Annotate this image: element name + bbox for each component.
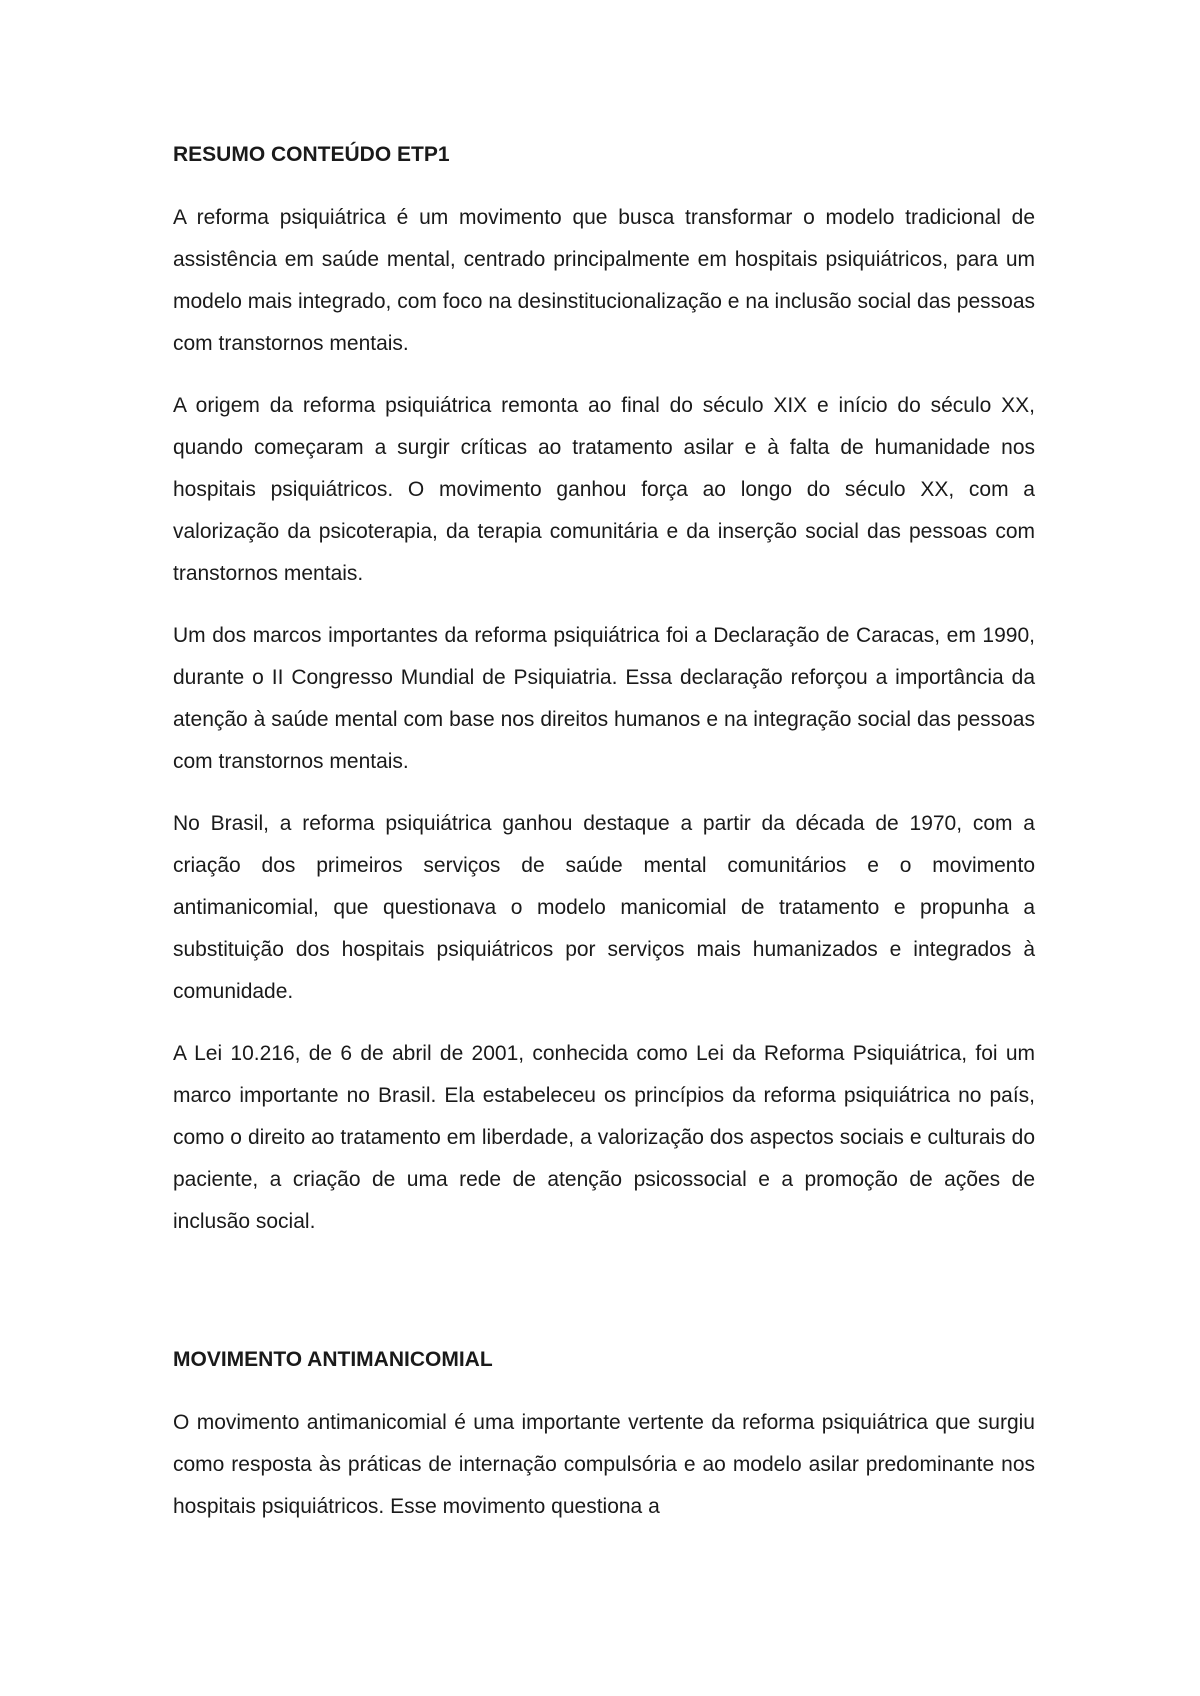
paragraph-brasil: No Brasil, a reforma psiquiátrica ganhou destaque a partir da década de 1970, com a criação dos primeiros serviços de saúde mental comunitários e o movimento antimanicomial, que questionava o modelo manicomial de tratamento e propunha a substituição dos hospitais psiquiátricos por serviços mais humanizados e integrados à comunidade. xyxy=(173,812,1035,1003)
paragraph-movimento-antimanicomial: O movimento antimanicomial é uma importante vertente da reforma psiquiátrica que surgiu como resposta às práticas de internação compulsória e ao modelo asilar predominante nos hospitais psiquiátricos. Esse movimento questiona a xyxy=(173,1411,1035,1518)
section-heading-antimanicomial: MOVIMENTO ANTIMANICOMIAL xyxy=(173,1348,493,1371)
document-page xyxy=(173,140,1035,1528)
paragraph-reforma-definicao: A reforma psiquiátrica é um movimento que busca transformar o modelo tradicional de assistência em saúde mental, centrado principalmente em hospitais psiquiátricos, para um modelo mais integrado, com foco na desinstitucionalização e na inclusão social das pessoas com transtornos mentais. xyxy=(173,206,1035,355)
paragraph-origem: A origem da reforma psiquiátrica remonta ao final do século XIX e início do século XX, quando começaram a surgir críticas ao tratamento asilar e à falta de humanidade nos hospitais psiquiátricos. O movimento ganhou força ao longo do século XX, com a valorização da psicoterapia, da terapia comunitária e da inserção social das pessoas com transtornos mentais. xyxy=(173,394,1035,585)
paragraph-declaracao-caracas: Um dos marcos importantes da reforma psiquiátrica foi a Declaração de Caracas, em 1990, durante o II Congresso Mundial de Psiquiatria. Essa declaração reforçou a importância da atenção à saúde mental com base nos direitos humanos e na integração social das pessoas com transtornos mentais. xyxy=(173,624,1035,773)
paragraph-lei-10216: A Lei 10.216, de 6 de abril de 2001, conhecida como Lei da Reforma Psiquiátrica, foi um marco importante no Brasil. Ela estabeleceu os princípios da reforma psiquiátrica no país, como o direito ao tratamento em liberdade, a valorização dos aspectos sociais e culturais do paciente, a criação de uma rede de atenção psicossocial e a promoção de ações de inclusão social. xyxy=(173,1042,1035,1233)
section-heading-resumo: RESUMO CONTEÚDO ETP1 xyxy=(173,143,450,166)
